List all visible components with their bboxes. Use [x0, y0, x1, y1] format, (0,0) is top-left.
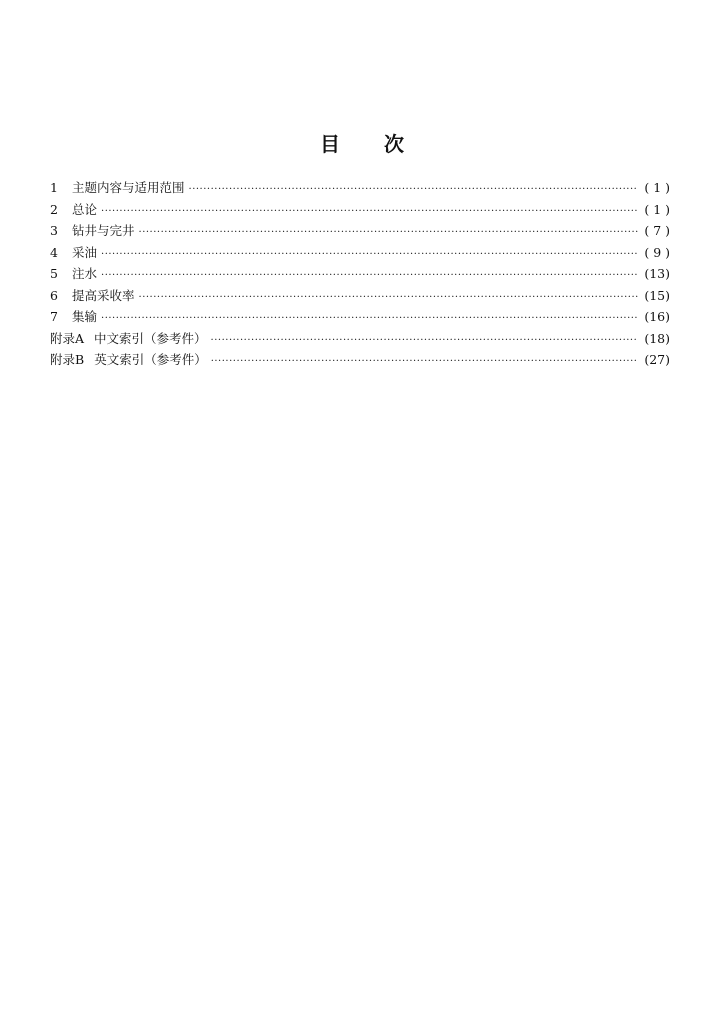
toc-entry-label: 英文索引（参考件） — [94, 352, 207, 367]
toc-entry-label: 钻井与完井 — [72, 223, 135, 238]
toc-appendix-prefix: 附录A — [50, 330, 85, 346]
toc-entry[interactable] — [50, 177, 670, 199]
page-title — [0, 128, 724, 157]
toc-entry-page: ( 1 ) — [644, 180, 670, 195]
toc-entry-number: 1 — [50, 180, 58, 195]
toc-dot-leader — [101, 201, 638, 223]
toc-entry-page: (16) — [644, 309, 670, 324]
toc-entry-number: 3 — [50, 223, 58, 238]
page-title-char-1: 目 — [320, 132, 340, 156]
toc-dot-leader — [101, 244, 638, 266]
toc-entry-page: ( 7 ) — [644, 223, 670, 238]
toc-dot-leader — [139, 287, 638, 309]
toc-entry-label: 主题内容与适用范围 — [72, 180, 185, 195]
toc-dot-leader — [101, 265, 638, 287]
toc-appendix-prefix: 附录B — [50, 352, 85, 367]
toc-entry[interactable] — [50, 199, 670, 221]
toc-dot-leader — [211, 330, 638, 352]
toc-appendix-entry[interactable] — [50, 328, 670, 350]
toc-entry[interactable] — [50, 306, 670, 328]
toc-dot-leader — [189, 179, 638, 201]
toc-entry[interactable] — [50, 242, 670, 264]
toc-entry-number: 2 — [50, 201, 58, 217]
toc-entry-page: ( 9 ) — [644, 244, 670, 260]
toc-entry-label: 注水 — [72, 266, 98, 281]
toc-entry-page: ( 1 ) — [644, 201, 670, 217]
table-of-contents — [50, 177, 670, 371]
toc-entry-label: 采油 — [72, 244, 98, 260]
toc-entry-label: 中文索引（参考件） — [94, 330, 207, 346]
toc-dot-leader — [139, 222, 638, 244]
toc-entry[interactable] — [50, 263, 670, 285]
toc-appendix-entry[interactable] — [50, 349, 670, 371]
toc-entry-number: 6 — [50, 287, 58, 303]
toc-entry-number: 5 — [50, 266, 58, 281]
toc-entry-label: 集输 — [72, 309, 98, 324]
toc-entry-label: 提高采收率 — [72, 287, 135, 303]
toc-entry-page: (27) — [644, 352, 670, 367]
toc-dot-leader — [101, 308, 638, 330]
toc-dot-leader — [211, 351, 638, 373]
toc-entry-page: (18) — [644, 330, 670, 346]
toc-entry-page: (13) — [644, 266, 670, 281]
page-title-char-2: 次 — [384, 132, 404, 156]
toc-entry-number: 7 — [50, 309, 58, 324]
toc-entry-page: (15) — [644, 287, 670, 303]
toc-entry[interactable] — [50, 285, 670, 307]
toc-entry[interactable] — [50, 220, 670, 242]
toc-entry-label: 总论 — [72, 201, 98, 217]
toc-entry-number: 4 — [50, 244, 58, 260]
